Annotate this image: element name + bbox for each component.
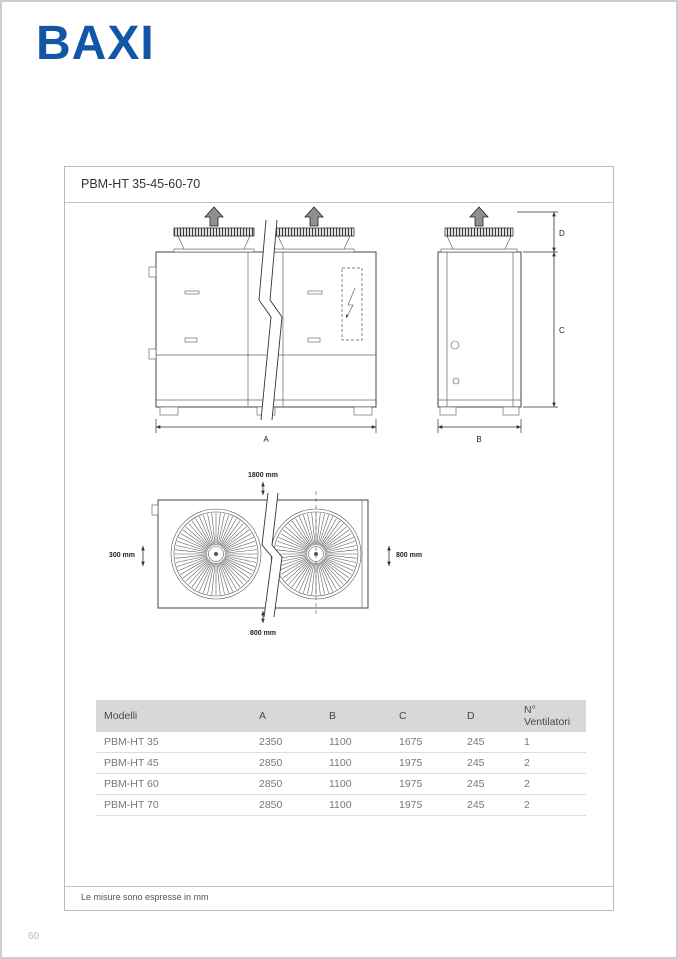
cell-ventilatori: 2 bbox=[516, 795, 586, 816]
fan-grille-edge bbox=[445, 228, 513, 236]
cell-a: 2850 bbox=[251, 795, 321, 816]
cell-b: 1100 bbox=[321, 774, 391, 795]
page-number: 60 bbox=[28, 931, 40, 942]
col-header-ventilatori: N° Ventilatori bbox=[516, 700, 586, 732]
foot bbox=[440, 407, 456, 415]
lifting-bracket bbox=[149, 267, 156, 277]
cell-d: 245 bbox=[459, 732, 516, 753]
dim-c-label: C bbox=[559, 326, 565, 335]
cell-model: PBM-HT 70 bbox=[96, 795, 251, 816]
technical-drawing bbox=[65, 205, 613, 650]
dimensions-table bbox=[96, 700, 586, 816]
top-view-drawing bbox=[109, 472, 422, 637]
cell-d: 245 bbox=[459, 795, 516, 816]
cell-b: 1100 bbox=[321, 732, 391, 753]
cell-model: PBM-HT 45 bbox=[96, 753, 251, 774]
table-row bbox=[96, 774, 586, 795]
cell-model: PBM-HT 35 bbox=[96, 732, 251, 753]
panel-title: PBM-HT 35-45-60-70 bbox=[65, 167, 613, 203]
foot bbox=[354, 407, 372, 415]
cell-model: PBM-HT 60 bbox=[96, 774, 251, 795]
cell-c: 1975 bbox=[391, 753, 459, 774]
table-row bbox=[96, 753, 586, 774]
foot bbox=[503, 407, 519, 415]
col-header-modelli: Modelli bbox=[96, 700, 251, 732]
fan-assembly-right bbox=[274, 207, 354, 252]
cell-d: 245 bbox=[459, 774, 516, 795]
col-header-a: A bbox=[251, 700, 321, 732]
col-header-d: D bbox=[459, 700, 516, 732]
units-footnote: Le misure sono espresse in mm bbox=[65, 886, 613, 910]
front-view-drawing bbox=[149, 207, 376, 444]
cell-ventilatori: 2 bbox=[516, 774, 586, 795]
clearance-right-label: 800 mm bbox=[396, 552, 423, 559]
table-row bbox=[96, 795, 586, 816]
cell-c: 1675 bbox=[391, 732, 459, 753]
lifting-bracket bbox=[152, 505, 158, 515]
cell-b: 1100 bbox=[321, 753, 391, 774]
cell-c: 1975 bbox=[391, 774, 459, 795]
dim-b-label: B bbox=[476, 435, 482, 444]
cell-c: 1975 bbox=[391, 795, 459, 816]
col-header-b: B bbox=[321, 700, 391, 732]
col-header-c: C bbox=[391, 700, 459, 732]
clearance-top-label: 1800 mm bbox=[248, 472, 278, 479]
cell-a: 2350 bbox=[251, 732, 321, 753]
cell-d: 245 bbox=[459, 753, 516, 774]
fan-grille-edge bbox=[174, 228, 254, 236]
product-panel bbox=[64, 166, 614, 911]
cell-ventilatori: 2 bbox=[516, 753, 586, 774]
table-header-row bbox=[96, 700, 586, 732]
fan-grille-edge bbox=[274, 228, 354, 236]
dim-a-label: A bbox=[263, 435, 269, 444]
airflow-arrow-icon bbox=[305, 207, 323, 226]
cell-a: 2850 bbox=[251, 753, 321, 774]
clearance-left-label: 300 mm bbox=[108, 552, 135, 559]
clearance-bottom-label: 800 mm bbox=[249, 630, 277, 637]
fan-assembly-left bbox=[174, 207, 254, 252]
cell-b: 1100 bbox=[321, 795, 391, 816]
baxi-logo: BAXI bbox=[36, 17, 155, 70]
lifting-bracket bbox=[149, 349, 156, 359]
fan-assembly-side bbox=[441, 207, 517, 252]
airflow-arrow-icon bbox=[205, 207, 223, 226]
side-view-drawing bbox=[438, 207, 565, 444]
cell-ventilatori: 1 bbox=[516, 732, 586, 753]
cell-a: 2850 bbox=[251, 774, 321, 795]
foot bbox=[160, 407, 178, 415]
airflow-arrow-icon bbox=[470, 207, 488, 226]
table-row bbox=[96, 732, 586, 753]
dim-d-label: D bbox=[559, 229, 565, 238]
